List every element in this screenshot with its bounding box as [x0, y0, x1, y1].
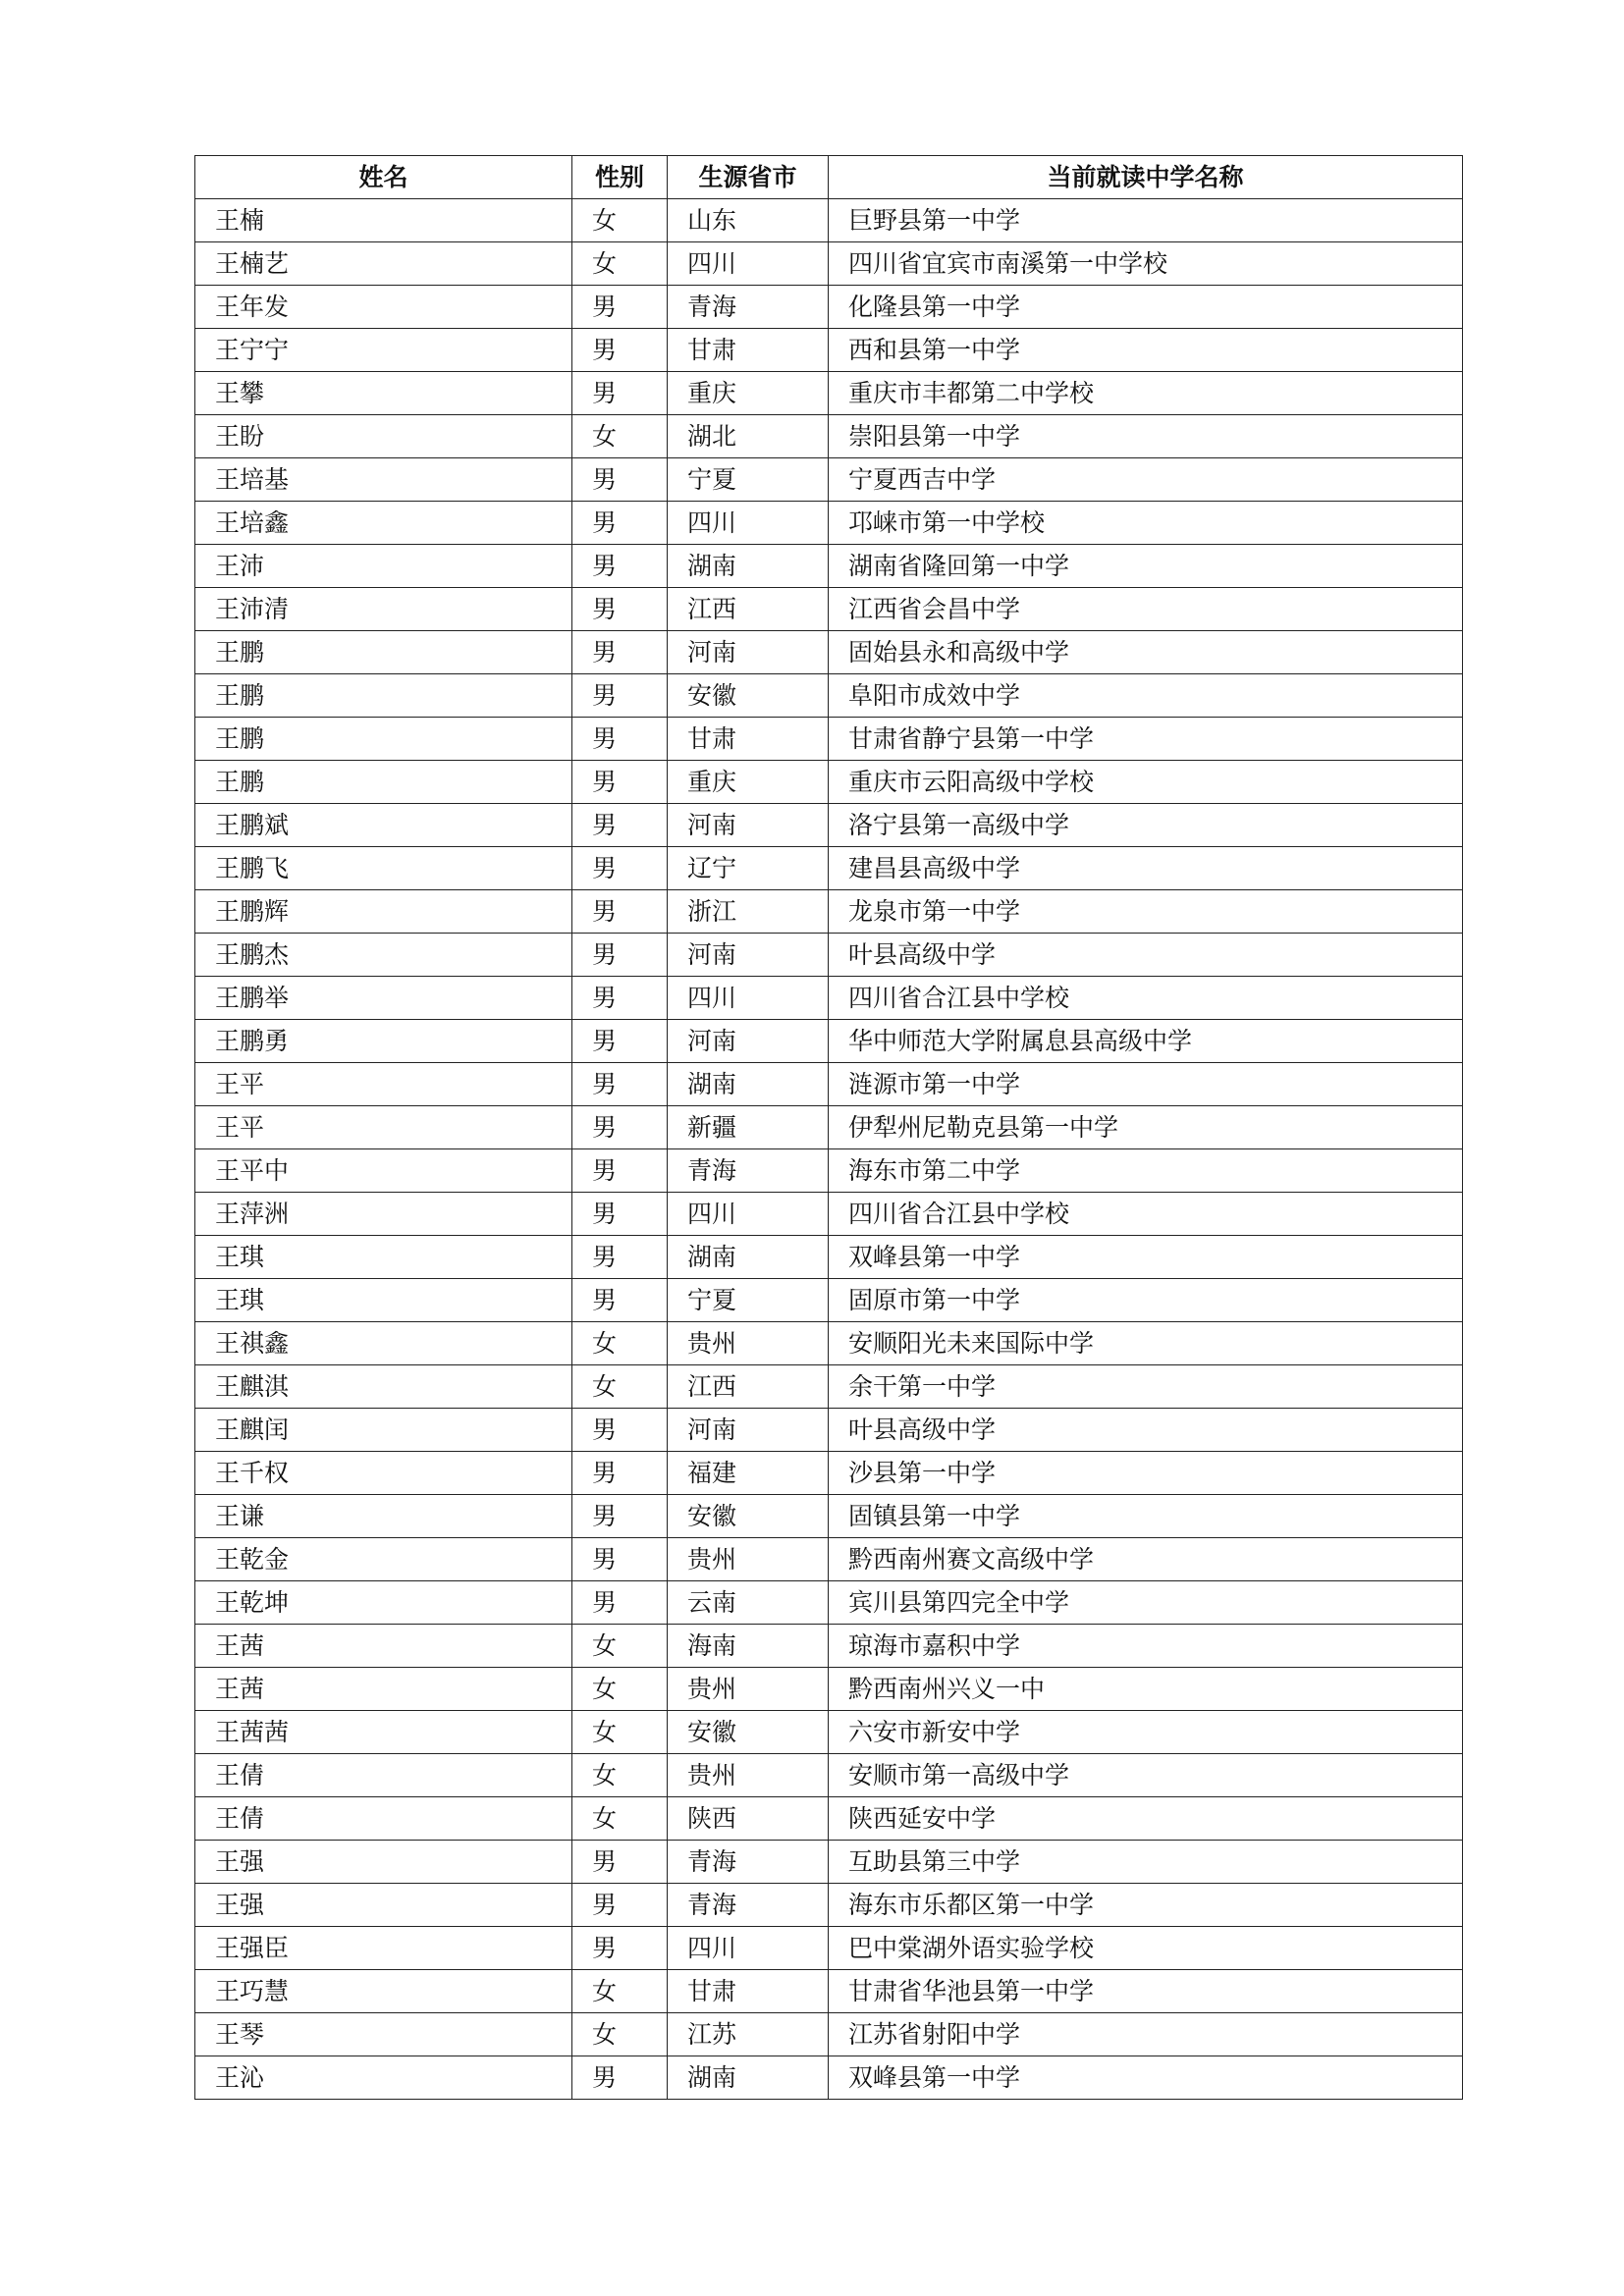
- table-row: [195, 1020, 1463, 1063]
- cell-name: 王麒淇: [195, 1365, 572, 1409]
- table-row: [195, 1149, 1463, 1193]
- cell-name: 王鹏: [195, 674, 572, 718]
- cell-province: 贵州: [668, 1322, 829, 1365]
- cell-name: 王平中: [195, 1149, 572, 1193]
- cell-name: 王鹏: [195, 761, 572, 804]
- cell-province: 浙江: [668, 890, 829, 934]
- cell-school: 江西省会昌中学: [829, 588, 1463, 631]
- cell-school: 黔西南州赛文高级中学: [829, 1538, 1463, 1581]
- cell-gender: 男: [572, 804, 668, 847]
- table-row: [195, 1581, 1463, 1625]
- cell-school: 安顺阳光未来国际中学: [829, 1322, 1463, 1365]
- cell-school: 华中师范大学附属息县高级中学: [829, 1020, 1463, 1063]
- cell-name: 王倩: [195, 1797, 572, 1841]
- cell-school: 海东市乐都区第一中学: [829, 1884, 1463, 1927]
- cell-gender: 男: [572, 286, 668, 329]
- cell-school: 重庆市云阳高级中学校: [829, 761, 1463, 804]
- cell-gender: 女: [572, 2013, 668, 2056]
- cell-province: 河南: [668, 1409, 829, 1452]
- table-row: [195, 1668, 1463, 1711]
- cell-gender: 女: [572, 199, 668, 242]
- cell-name: 王楠艺: [195, 242, 572, 286]
- table-row: [195, 588, 1463, 631]
- cell-province: 青海: [668, 1884, 829, 1927]
- cell-name: 王平: [195, 1063, 572, 1106]
- cell-province: 重庆: [668, 372, 829, 415]
- cell-school: 宾川县第四完全中学: [829, 1581, 1463, 1625]
- cell-gender: 女: [572, 1970, 668, 2013]
- header-school: 当前就读中学名称: [829, 156, 1463, 199]
- cell-province: 安徽: [668, 1711, 829, 1754]
- cell-gender: 男: [572, 329, 668, 372]
- cell-gender: 男: [572, 761, 668, 804]
- cell-province: 宁夏: [668, 1279, 829, 1322]
- cell-name: 王沁: [195, 2056, 572, 2100]
- table-row: [195, 2056, 1463, 2100]
- cell-province: 四川: [668, 1927, 829, 1970]
- cell-province: 江西: [668, 1365, 829, 1409]
- cell-name: 王鹏斌: [195, 804, 572, 847]
- cell-province: 云南: [668, 1581, 829, 1625]
- cell-name: 王乾坤: [195, 1581, 572, 1625]
- cell-province: 江苏: [668, 2013, 829, 2056]
- cell-gender: 男: [572, 1452, 668, 1495]
- table-row: [195, 286, 1463, 329]
- cell-gender: 男: [572, 1409, 668, 1452]
- cell-province: 甘肃: [668, 718, 829, 761]
- cell-school: 巨野县第一中学: [829, 199, 1463, 242]
- cell-name: 王茜: [195, 1625, 572, 1668]
- cell-school: 建昌县高级中学: [829, 847, 1463, 890]
- cell-province: 辽宁: [668, 847, 829, 890]
- cell-name: 王培鑫: [195, 502, 572, 545]
- cell-province: 湖南: [668, 545, 829, 588]
- cell-school: 伊犁州尼勒克县第一中学: [829, 1106, 1463, 1149]
- cell-province: 青海: [668, 286, 829, 329]
- table-row: [195, 1797, 1463, 1841]
- cell-name: 王鹏杰: [195, 934, 572, 977]
- table-row: [195, 1236, 1463, 1279]
- cell-school: 陕西延安中学: [829, 1797, 1463, 1841]
- cell-school: 固镇县第一中学: [829, 1495, 1463, 1538]
- cell-gender: 男: [572, 1841, 668, 1884]
- cell-gender: 男: [572, 372, 668, 415]
- cell-gender: 男: [572, 1236, 668, 1279]
- cell-name: 王宁宁: [195, 329, 572, 372]
- cell-school: 涟源市第一中学: [829, 1063, 1463, 1106]
- cell-gender: 男: [572, 674, 668, 718]
- table-row: [195, 1495, 1463, 1538]
- cell-school: 江苏省射阳中学: [829, 2013, 1463, 2056]
- cell-name: 王强: [195, 1841, 572, 1884]
- cell-school: 互助县第三中学: [829, 1841, 1463, 1884]
- table-row: [195, 415, 1463, 458]
- table-row: [195, 1063, 1463, 1106]
- table-row: [195, 1538, 1463, 1581]
- cell-province: 青海: [668, 1149, 829, 1193]
- cell-school: 海东市第二中学: [829, 1149, 1463, 1193]
- cell-province: 山东: [668, 199, 829, 242]
- cell-school: 湖南省隆回第一中学: [829, 545, 1463, 588]
- cell-school: 叶县高级中学: [829, 934, 1463, 977]
- cell-school: 化隆县第一中学: [829, 286, 1463, 329]
- table-row: [195, 1193, 1463, 1236]
- cell-name: 王乾金: [195, 1538, 572, 1581]
- cell-school: 甘肃省静宁县第一中学: [829, 718, 1463, 761]
- header-gender: 性别: [572, 156, 668, 199]
- table-row: [195, 1841, 1463, 1884]
- cell-name: 王平: [195, 1106, 572, 1149]
- cell-name: 王培基: [195, 458, 572, 502]
- cell-name: 王琴: [195, 2013, 572, 2056]
- cell-province: 四川: [668, 242, 829, 286]
- cell-name: 王强: [195, 1884, 572, 1927]
- cell-school: 黔西南州兴义一中: [829, 1668, 1463, 1711]
- cell-province: 甘肃: [668, 329, 829, 372]
- cell-province: 河南: [668, 804, 829, 847]
- table-row: [195, 804, 1463, 847]
- header-name: 姓名: [195, 156, 572, 199]
- table-row: [195, 847, 1463, 890]
- cell-gender: 女: [572, 1797, 668, 1841]
- cell-gender: 女: [572, 415, 668, 458]
- cell-province: 四川: [668, 1193, 829, 1236]
- cell-name: 王萍洲: [195, 1193, 572, 1236]
- cell-name: 王千权: [195, 1452, 572, 1495]
- header-row: [195, 156, 1463, 199]
- cell-school: 宁夏西吉中学: [829, 458, 1463, 502]
- cell-gender: 女: [572, 1322, 668, 1365]
- table-row: [195, 1884, 1463, 1927]
- header-province: 生源省市: [668, 156, 829, 199]
- cell-name: 王鹏勇: [195, 1020, 572, 1063]
- cell-province: 贵州: [668, 1538, 829, 1581]
- cell-school: 双峰县第一中学: [829, 1236, 1463, 1279]
- cell-name: 王麒闰: [195, 1409, 572, 1452]
- cell-province: 安徽: [668, 1495, 829, 1538]
- cell-gender: 女: [572, 1711, 668, 1754]
- cell-gender: 男: [572, 502, 668, 545]
- cell-name: 王盼: [195, 415, 572, 458]
- cell-province: 陕西: [668, 1797, 829, 1841]
- table-row: [195, 1322, 1463, 1365]
- table-row: [195, 1365, 1463, 1409]
- cell-province: 重庆: [668, 761, 829, 804]
- table-row: [195, 1970, 1463, 2013]
- cell-name: 王楠: [195, 199, 572, 242]
- cell-gender: 男: [572, 934, 668, 977]
- table-row: [195, 329, 1463, 372]
- cell-gender: 女: [572, 1625, 668, 1668]
- table-row: [195, 890, 1463, 934]
- cell-gender: 男: [572, 1495, 668, 1538]
- cell-school: 琼海市嘉积中学: [829, 1625, 1463, 1668]
- cell-gender: 男: [572, 631, 668, 674]
- cell-province: 四川: [668, 977, 829, 1020]
- table-row: [195, 1409, 1463, 1452]
- cell-gender: 男: [572, 1581, 668, 1625]
- table-row: [195, 631, 1463, 674]
- cell-name: 王鹏飞: [195, 847, 572, 890]
- cell-province: 福建: [668, 1452, 829, 1495]
- table-row: [195, 1625, 1463, 1668]
- cell-province: 贵州: [668, 1754, 829, 1797]
- cell-gender: 男: [572, 977, 668, 1020]
- table-row: [195, 458, 1463, 502]
- cell-province: 贵州: [668, 1668, 829, 1711]
- cell-gender: 男: [572, 718, 668, 761]
- table-row: [195, 1106, 1463, 1149]
- cell-name: 王茜茜: [195, 1711, 572, 1754]
- table-row: [195, 242, 1463, 286]
- cell-province: 江西: [668, 588, 829, 631]
- cell-gender: 男: [572, 1927, 668, 1970]
- cell-gender: 男: [572, 588, 668, 631]
- cell-school: 双峰县第一中学: [829, 2056, 1463, 2100]
- table-row: [195, 934, 1463, 977]
- cell-school: 西和县第一中学: [829, 329, 1463, 372]
- table-row: [195, 718, 1463, 761]
- cell-name: 王鹏: [195, 718, 572, 761]
- cell-school: 龙泉市第一中学: [829, 890, 1463, 934]
- cell-school: 固始县永和高级中学: [829, 631, 1463, 674]
- cell-province: 湖南: [668, 1063, 829, 1106]
- cell-province: 宁夏: [668, 458, 829, 502]
- cell-name: 王茜: [195, 1668, 572, 1711]
- cell-gender: 男: [572, 890, 668, 934]
- cell-province: 青海: [668, 1841, 829, 1884]
- table-row: [195, 1279, 1463, 1322]
- cell-gender: 男: [572, 2056, 668, 2100]
- cell-province: 湖南: [668, 1236, 829, 1279]
- cell-school: 沙县第一中学: [829, 1452, 1463, 1495]
- table-row: [195, 1452, 1463, 1495]
- cell-gender: 男: [572, 1106, 668, 1149]
- cell-school: 四川省宜宾市南溪第一中学校: [829, 242, 1463, 286]
- cell-name: 王谦: [195, 1495, 572, 1538]
- cell-province: 河南: [668, 631, 829, 674]
- cell-gender: 男: [572, 1063, 668, 1106]
- cell-gender: 男: [572, 847, 668, 890]
- cell-province: 四川: [668, 502, 829, 545]
- cell-gender: 男: [572, 1149, 668, 1193]
- cell-gender: 女: [572, 1668, 668, 1711]
- table-row: [195, 761, 1463, 804]
- cell-gender: 女: [572, 1365, 668, 1409]
- cell-name: 王巧慧: [195, 1970, 572, 2013]
- cell-school: 崇阳县第一中学: [829, 415, 1463, 458]
- cell-school: 固原市第一中学: [829, 1279, 1463, 1322]
- cell-school: 洛宁县第一高级中学: [829, 804, 1463, 847]
- cell-province: 新疆: [668, 1106, 829, 1149]
- cell-province: 河南: [668, 1020, 829, 1063]
- table-row: [195, 372, 1463, 415]
- table-row: [195, 2013, 1463, 2056]
- table-row: [195, 199, 1463, 242]
- cell-province: 海南: [668, 1625, 829, 1668]
- cell-name: 王沛清: [195, 588, 572, 631]
- cell-school: 安顺市第一高级中学: [829, 1754, 1463, 1797]
- cell-gender: 男: [572, 458, 668, 502]
- student-list-table: [194, 155, 1463, 2100]
- cell-province: 湖北: [668, 415, 829, 458]
- cell-gender: 男: [572, 1020, 668, 1063]
- cell-gender: 男: [572, 1884, 668, 1927]
- cell-gender: 女: [572, 242, 668, 286]
- cell-name: 王鹏举: [195, 977, 572, 1020]
- cell-school: 余干第一中学: [829, 1365, 1463, 1409]
- cell-name: 王琪: [195, 1236, 572, 1279]
- cell-gender: 女: [572, 1754, 668, 1797]
- cell-school: 甘肃省华池县第一中学: [829, 1970, 1463, 2013]
- cell-name: 王琪: [195, 1279, 572, 1322]
- table-row: [195, 674, 1463, 718]
- cell-gender: 男: [572, 545, 668, 588]
- cell-school: 叶县高级中学: [829, 1409, 1463, 1452]
- cell-gender: 男: [572, 1538, 668, 1581]
- cell-school: 重庆市丰都第二中学校: [829, 372, 1463, 415]
- table-row: [195, 1711, 1463, 1754]
- cell-school: 邛崃市第一中学校: [829, 502, 1463, 545]
- table-row: [195, 1927, 1463, 1970]
- cell-gender: 男: [572, 1279, 668, 1322]
- cell-province: 河南: [668, 934, 829, 977]
- cell-province: 湖南: [668, 2056, 829, 2100]
- cell-gender: 男: [572, 1193, 668, 1236]
- cell-name: 王倩: [195, 1754, 572, 1797]
- table-body: [195, 199, 1463, 2100]
- cell-name: 王年发: [195, 286, 572, 329]
- cell-name: 王祺鑫: [195, 1322, 572, 1365]
- cell-school: 阜阳市成效中学: [829, 674, 1463, 718]
- table-row: [195, 545, 1463, 588]
- cell-school: 巴中棠湖外语实验学校: [829, 1927, 1463, 1970]
- cell-school: 四川省合江县中学校: [829, 1193, 1463, 1236]
- table-row: [195, 502, 1463, 545]
- cell-name: 王鹏辉: [195, 890, 572, 934]
- cell-name: 王沛: [195, 545, 572, 588]
- cell-name: 王攀: [195, 372, 572, 415]
- table-row: [195, 977, 1463, 1020]
- cell-school: 六安市新安中学: [829, 1711, 1463, 1754]
- table-row: [195, 1754, 1463, 1797]
- cell-province: 甘肃: [668, 1970, 829, 2013]
- cell-school: 四川省合江县中学校: [829, 977, 1463, 1020]
- cell-province: 安徽: [668, 674, 829, 718]
- cell-name: 王鹏: [195, 631, 572, 674]
- cell-name: 王强臣: [195, 1927, 572, 1970]
